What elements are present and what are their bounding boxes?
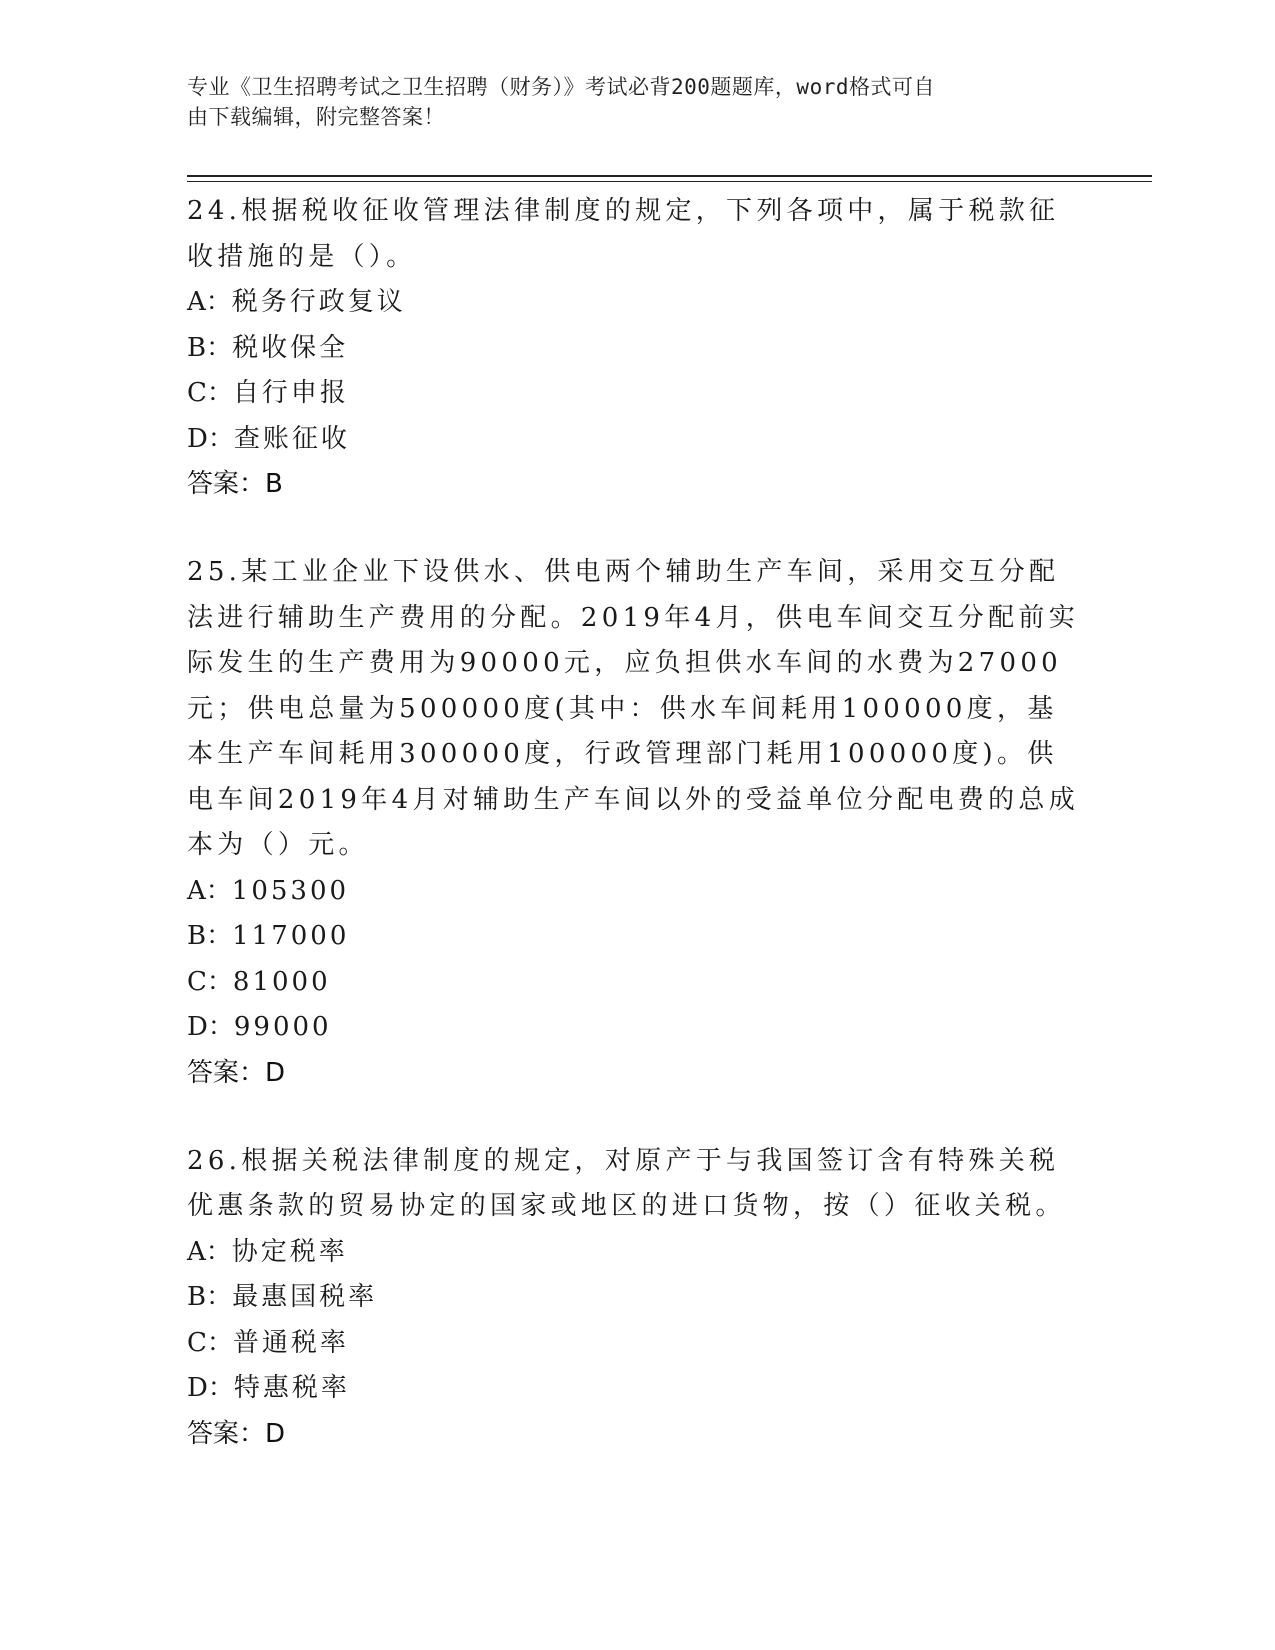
option-c: C：81000 (187, 966, 331, 997)
option-d: D：查账征收 (187, 423, 350, 454)
question-stem: 24.根据税收征收管理法律制度的规定，下列各项中，属于税款征收措施的是（）。 (187, 196, 1060, 272)
option-b: B：最惠国税率 (187, 1282, 378, 1312)
header-rule-thin (187, 181, 1152, 182)
header-line-2: 由下载编辑，附完整答案！ (187, 105, 445, 129)
question-25 (187, 550, 1087, 1096)
document-header (187, 72, 1067, 132)
option-b: B：税收保全 (187, 332, 349, 363)
question-list (187, 189, 1087, 1500)
question-stem: 25.某工业企业下设供水、供电两个辅助生产车间，采用交互分配法进行辅助生产费用的分配。2019年4月，供电车间交互分配前实际发生的生产费用为90000元，应负担供水车间的水费为27000元；供电总量为500000度(其中：供水车间耗用100000度，基本生产车间耗用300000度，行政管理部门耗用100000度)。供电车间2019年4月对辅助生产车间以外的受益单位分配电费的总成本为（）元。 (187, 557, 1080, 860)
answer-label: 答案：D (187, 1418, 286, 1449)
answer-label: 答案：B (187, 469, 283, 499)
question-24 (187, 189, 1087, 507)
option-a: A：协定税率 (187, 1236, 348, 1267)
option-d: D：特惠税率 (187, 1373, 350, 1403)
answer-label: 答案：D (187, 1057, 286, 1088)
question-stem: 26.根据关税法律制度的规定，对原产于与我国签订含有特殊关税优惠条款的贸易协定的国家或地区的进口货物，按（）征收关税。 (187, 1145, 1066, 1221)
header-rule-thick (187, 175, 1152, 177)
option-a: A：税务行政复议 (187, 287, 406, 317)
option-b: B：117000 (187, 921, 350, 951)
header-line-1: 专业《卫生招聘考试之卫生招聘（财务）》考试必背200题题库，word格式可自 (187, 75, 935, 99)
option-a: A：105300 (187, 875, 350, 906)
question-26 (187, 1139, 1087, 1457)
option-c: C：自行申报 (187, 378, 349, 408)
option-d: D：99000 (187, 1012, 332, 1042)
option-c: C：普通税率 (187, 1327, 349, 1358)
